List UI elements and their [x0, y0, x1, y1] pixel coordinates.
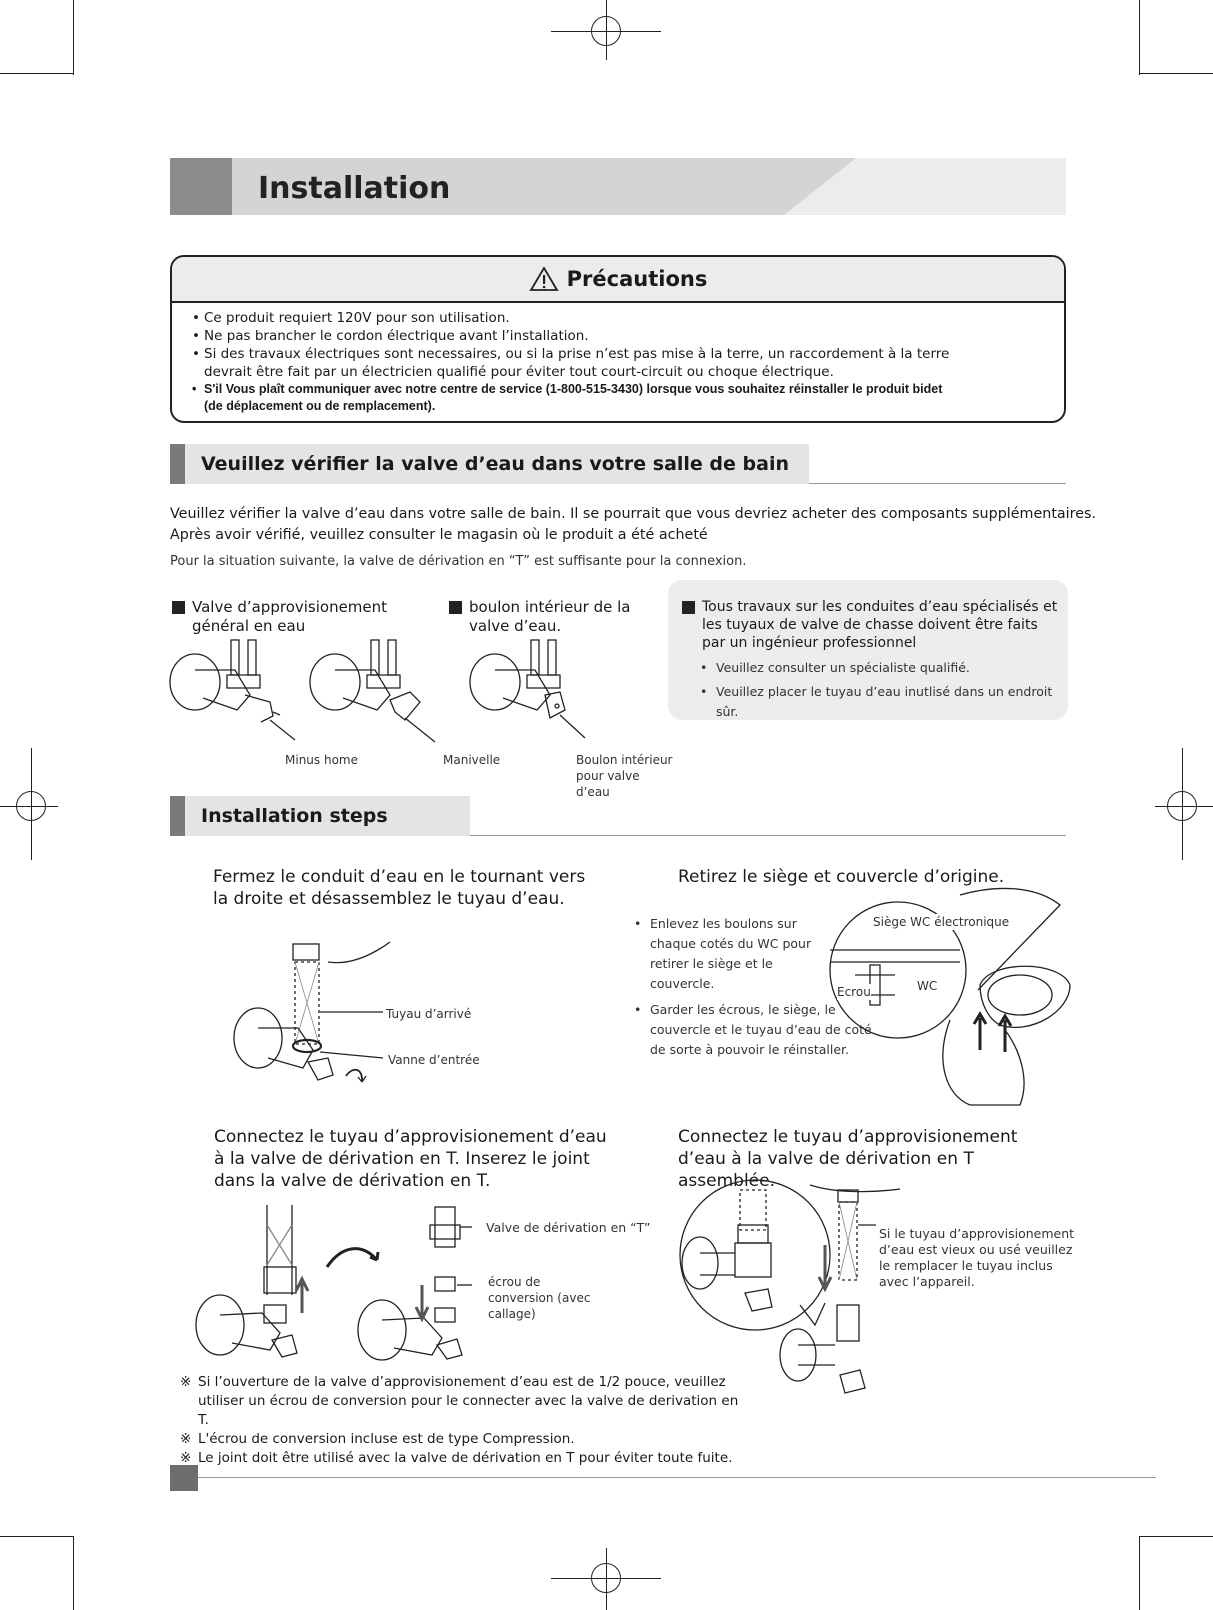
precaution-item: • S'il Vous plaît communiquer avec notre centre de service (1-800-515-3430) lorsque vous souhaitez réinstaller le produit bidet (de déplacement ou de remplacement).	[192, 381, 1064, 415]
valve-situation: Pour la situation suivante, la valve de dérivation en “T” est suffisante pour la connexion.	[170, 554, 747, 569]
precautions-heading: Précautions	[566, 267, 708, 291]
label-boulon: Boulon intérieur pour valve d’eau	[576, 753, 673, 799]
note-item: ※ L'écrou de conversion incluse est de type Compression.	[180, 1430, 740, 1449]
precautions-box	[170, 255, 1066, 423]
warning-icon	[529, 266, 559, 292]
crop-mark	[1182, 748, 1183, 860]
label-ecrou-conversion: écrou de conversion (avec callage)	[488, 1275, 591, 1321]
crop-mark	[73, 0, 74, 75]
page-number-tab	[170, 1465, 198, 1491]
professional-note-bullet: • Veuillez placer le tuyau d’eau inutlisé dans un endroit sûr.	[700, 682, 1060, 722]
crop-mark	[1155, 806, 1213, 807]
label-vanne-entree: Vanne d’entrée	[388, 1053, 480, 1067]
step1-title: Fermez le conduit d’eau en le tournant vers la droite et désassemblez le tuyau d’eau.	[213, 867, 586, 909]
step4-note: Si le tuyau d’approvisionement d’eau est vieux ou usé veuillez le remplacer le tuyau inclus avec l’appareil.	[879, 1226, 1075, 1289]
label-wc: WC	[917, 979, 938, 993]
label-tuyau-arrive: Tuyau d’arrivé	[386, 1007, 472, 1021]
precaution-item: • Si des travaux électriques sont necessaires, ou si la prise n’est pas mise à la terre, un raccordement à la terre devrait être fait par un électricien qualifié pour éviter tout court-circuit ou choque électrique.	[192, 345, 1064, 381]
valve-section-header: Veuillez vérifier la valve d’eau dans votre salle de bain	[170, 444, 1066, 484]
precaution-item: • Ce produit requiert 120V pour son utilisation.	[192, 309, 1064, 327]
note-item: ※ Le joint doit être utilisé avec la valve de dérivation en T pour éviter toute fuite.	[180, 1449, 740, 1468]
crop-mark	[1139, 0, 1140, 75]
step2-title: Retirez le siège et couvercle d’origine.	[678, 867, 1005, 887]
valve-type-bolt: boulon intérieur de la valve d’eau.	[449, 598, 649, 636]
crop-mark	[1139, 1536, 1213, 1537]
valve-intro-line1: Veuillez vérifier la valve d’eau dans votre salle de bain. Il se pourrait que vous devriez acheter des composants supplémentaires.	[170, 506, 1097, 522]
footer-rule	[198, 1477, 1156, 1478]
label-siege-wc: Siège WC électronique	[873, 915, 1010, 929]
precaution-item: • Ne pas brancher le cordon électrique avant l’installation.	[192, 327, 1064, 345]
note-item: ※ Si l’ouverture de la valve d’approvisionement d’eau est de 1/2 pouce, veuillez utiliser un écrou de conversion pour le connecter avec la valve de derivation en T.	[180, 1373, 740, 1430]
crop-mark	[1139, 1536, 1140, 1610]
crop-mark	[551, 31, 661, 32]
step2-bullet: • Garder les écrous, le siège, le couvercle et le tuyau d’eau de coté de sorte à pouvoir le réinstaller.	[634, 1000, 874, 1060]
crop-mark	[606, 1548, 607, 1610]
valve-intro-line2: Après avoir vérifié, veuillez consulter le magasin où le produit a été acheté	[170, 527, 708, 543]
professional-note-bullet: • Veuillez consulter un spécialiste qualifié.	[700, 658, 1060, 678]
professional-note-title: Tous travaux sur les conduites d’eau spécialisés et les tuyaux de valve de chasse doivent être faits par un ingénieur professionnel	[682, 598, 1062, 652]
crop-mark	[606, 0, 607, 60]
page-title-bar	[170, 158, 1066, 215]
crop-mark	[551, 1578, 661, 1579]
crop-mark	[73, 1536, 74, 1610]
step3-title: Connectez le tuyau d’approvisionement d’eau à la valve de dérivation en T. Inserez le joint dans la valve de dérivation en T.	[214, 1127, 607, 1191]
installation-steps-header: Installation steps	[170, 796, 1066, 836]
label-valve-derivation: Valve de dérivation en “T”	[486, 1220, 651, 1235]
label-ecrou: Ecrou	[837, 985, 871, 999]
valve-illustrations	[165, 640, 665, 760]
crop-mark	[0, 1536, 73, 1537]
step2-bullet: • Enlevez les boulons sur chaque cotés du WC pour retirer le siège et le couvercle.	[634, 914, 834, 994]
step4-illustration	[680, 1185, 910, 1405]
installation-notes	[180, 1373, 740, 1468]
step2-illustration	[830, 900, 1080, 1115]
label-minus-home: Minus home	[285, 753, 358, 767]
label-manivelle: Manivelle	[443, 753, 501, 767]
crop-mark	[31, 748, 32, 860]
page-title: Installation	[258, 171, 451, 206]
crop-mark	[0, 73, 73, 74]
step1-illustration	[228, 950, 428, 1100]
step4-title: Connectez le tuyau d’approvisionement d’eau à la valve de dérivation en T assemblée.	[678, 1127, 1018, 1191]
step3-illustration	[192, 1205, 492, 1365]
crop-mark	[1139, 73, 1213, 74]
crop-mark	[0, 806, 58, 807]
valve-type-general: Valve d’approvisionement général en eau	[172, 598, 402, 636]
